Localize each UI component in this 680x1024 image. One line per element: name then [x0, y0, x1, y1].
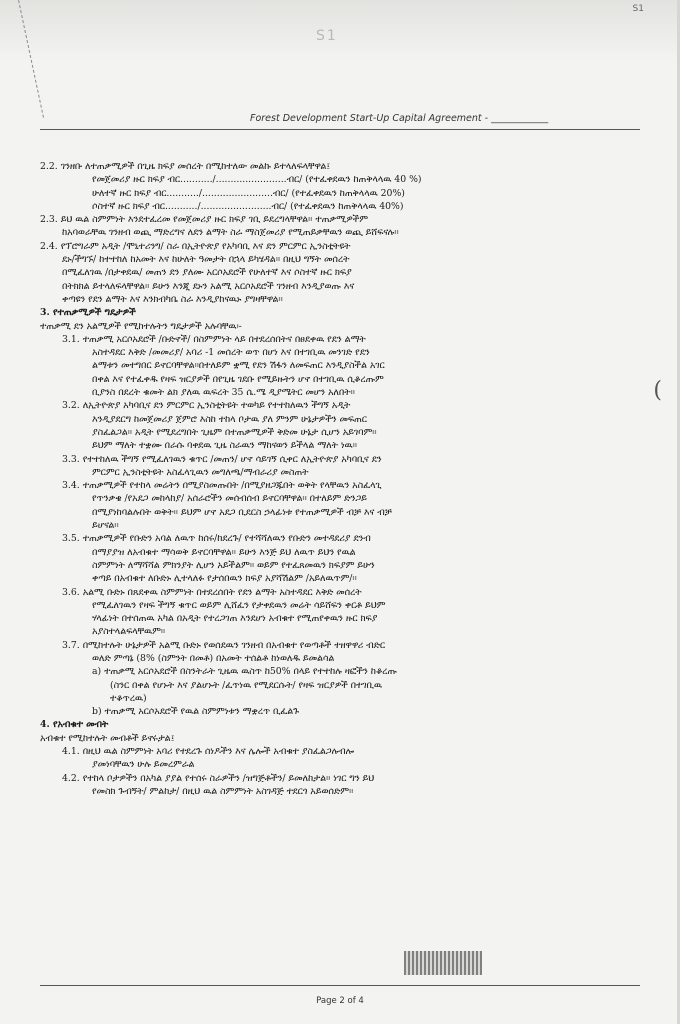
text-line: a) ተጠቃሚ አርሶአደሮች በስንትራት ጊዜዉ ዉስጥ ከ50% በላይ የተተከሉ ዛፎችን ከቆረጡ [92, 666, 397, 678]
text-line: የመስክ ጉብኝት/ ምልከታ/ በዚህ ዉል ስምምነት አስገዳጅ ተደርጎ አይወሰድም። [92, 785, 354, 797]
text-line: ቀጣይ በአብቁተ ለቡድኑ ሊተላለፉ የታሰበዉን ክፍያ አያሻሽልም /አይለዉጥም/። [92, 573, 357, 585]
text-line: ተጠቃሚ ደን አልሚዎች የሚከተሉትን ግዴታዎች አሉባቸዉ፡- [40, 320, 242, 332]
corner-mark: S1 [632, 4, 644, 14]
text-line: ሃላፊነት በተሰጠዉ አካል በአዲት የተረጋገጠ እንደሆነ አብቁተ የሚጠየቀዉን ዙር ክፍያ [92, 613, 378, 625]
text-line: 4.2. የተከላ ቦታዎችን በአካል ያያል የተሰሩ ስራዎችን /ዝግጅቶችን/ ይመለከታል። ነገር ግን ይህ [62, 772, 375, 784]
page-number: Page 2 of 4 [316, 996, 364, 1006]
text-line: 3.4. ተጠቃሚዎች የተከላ መሬትን በሚያስመጡበት /በሚያዘጋጁበት ወቅት የላቸዉን አስፈላጊ [62, 480, 382, 492]
footer-rule [40, 985, 640, 986]
text-line: 3.7. በሚከተሉት ሁኔታዎች አልሚ ቡድኑ የወሰደዉን ገንዘብ በአብቁተ የወጣቶች ተዘዋዋሪ ብድር [62, 639, 386, 651]
text-line: ይህም ማለት ተቋሙ በራሱ ባቀደዉ ጊዜ ስራዉን ማከናወን ይችላል ማለት ነዉ። [92, 440, 357, 452]
text-line: ደኑ/ችግኙ/ ከተተከለ ከአመት እና ከሁለት ዓመታት በኋላ ይካሄዳል። በዚህ ግኝት መሰረት [62, 254, 350, 266]
agreement-body [40, 160, 640, 920]
text-line: ሶስተኛ ዙር ክፍያ ብር.........../........................ብር/ (የተፈቀደዉን ከጠቅላላዉ 40%) [92, 200, 404, 212]
text-line: በሚያነከባልሉበት ወቅት። ይህም ሆኖ አደጋ ቢደርስ ኃላፊነቱ የተጠቃሚዎች ብቻ እና ብቻ [92, 506, 392, 518]
text-line: 2.4. የፕሮግራም አዲት /ሞኒተሪንግ/ ስራ በኢትዮጵያ የአካባቢ እና ደን ምርምር ኢንስቲትዩት [40, 240, 351, 252]
text-line: 4.1. በዚህ ዉል ስምምነት አባሪ የተደረጉ ሰነዶችን እና ሌሎች አብቁተ ያስፈልጋሉብሎ [62, 746, 354, 758]
stamp-mark [404, 951, 482, 975]
text-line: 3.3. የተተከለዉ ችግኝ የሚፈለገዉን ቁጥር /መጠን/ ሆኖ ሳይገኝ ሲቀር ለኢትዮጵያ አካባቢና ደን [62, 453, 382, 465]
margin-mark: ( [653, 378, 662, 403]
text-line: 2.3. ይህ ዉል ስምምነት እንደተፈረመ የመጀመሪያ ዙር ክፍያ ገቢ ይደረግላቸዋል። ተጠቃሚዎችም [40, 214, 368, 226]
text-line: ይሆናል። [92, 520, 119, 532]
text-line: ልማቱን መተግበር ይኖርባቸዋል።በተለይም ቋሚ የደን ሽፋን ለመፍጠር እንዲያስችል አገር [92, 360, 385, 372]
text-line: ስምምነት ለማሻሻል ምክንያት ሊሆን አይችልም። ወይም የተፈጸመዉን ክፍያም ይሁን [92, 559, 375, 571]
text-line: የሚፈለገዉን የዛፍ ችግኝ ቁጥር ወይም ሊሸፈን የታቀደዉን መሬት ሳይሸፍን ቀርቶ ይህም [92, 599, 386, 611]
text-line: ቀጣዩን የደን ልማት እና እንክብካቤ ስራ እንዲያከናዉኑ ያግዛቸዋል። [62, 293, 283, 305]
text-line: ተቆጥረዉ) [110, 692, 147, 704]
text-line: ቢያንስ በደረት ቁመት ልክ ያለዉ ዉፍረት 35 ሴ.ሜ ዲያሜትር መሆን አለበት። [92, 387, 355, 399]
text-line: ያስፈልጋል። አዲት የሚደረግበት ጊዜም በተጠቃሚዎች ቅድመ ሁኔታ ሲሆን አይገባም። [92, 426, 377, 438]
header-rule [40, 129, 640, 130]
text-line: የመጀመሪያ ዙር ክፍያ ብር.........../........................ብር/ (የተፈቀደዉን ከጠቅላላዉ 40 %) [92, 174, 422, 186]
text-line: ሁለተኛ ዙር ክፍያ ብር.........../........................ብር/ (የተፈቀደዉን ከጠቅላላዉ 20%) [92, 187, 405, 199]
text-line: b) ተጠቃሚ አርሶአደሮች የዉል ስምምነቱን ማቋረጥ ቢፈልጉ [92, 706, 299, 718]
text-line: ያመነባቸዉን ሁሉ ይመረምራል [92, 759, 195, 771]
text-line: እንዲያደርግ ከመጀመሪያ ጀምሮ እስከ ተከላ ቦታዉ ያለ ምንም ሁኔታዎችን መፍጠር [92, 413, 367, 425]
text-line: (ስንር በቀል የሆኑት እና ያልሆኑት /ፈጥነዉ የሚደርሱት/ የዛፍ ዝርያዎች በተገቢዉ [110, 679, 382, 691]
text-line: 2.2. ገንዘቡ ለተጠቃሚዎች በጊዜ ክፍያ መሰረት በሚከተለው መልኩ ይተላለፍላቸዋል፤ [40, 161, 331, 172]
text-line: 3.1. ተጠቃሚ አርሶአደሮች /ቡድኖች/ በስምምነት ላይ በተደረሰበትና በፀደቀዉ የደን ልማት [62, 333, 366, 345]
text-line: ከአባወራቸዉ ገንዘብ ወጪ ማድረግና ለደን ልማት ስራ ማስጀመሪያ የሚጠይቃቸዉን ወጪ ይሸፍናሉ። [62, 227, 399, 239]
text-line: ምርምር ኢንስቲትዩት አስፈላጊዉን መግለጫ/ማብራሪያ መስጠት [92, 466, 309, 478]
section-heading: 3. የተጠቃሚዎች ግዴታዎች [40, 307, 136, 319]
scan-shadow [0, 0, 680, 60]
faint-page-number: S1 [316, 28, 338, 44]
text-line: በትክክል ይተላለፍላቸዋል። ይሁን እንጂ ደኑን አልሚ አርሶአደሮች ገንዘብ እንዲያወጡ እና [62, 280, 355, 292]
text-line: አስተዳደር እቅድ /መመሪያ/ አባሪ -1 መሰረት ወጥ በሆነ እና በተገቢዉ መንገድ የደን [92, 347, 370, 359]
text-line: በማያያዝ ለአብቁተ ማሳወቅ ይኖርባቸዋል። ይሁን እንጅ ይህ ለዉጥ ይህን የዉል [92, 546, 356, 558]
text-line: የጥንቃቄ /የአደጋ መከላከያ/ አሰራሮችን መሰብሰብ ይኖርባቸዋል። በተለይም ድንጋይ [92, 493, 367, 505]
text-line: 3.2. ለኢትዮጵያ አካባቢና ደን ምርምር ኢንስቲትዩት ተወካይ የተተከለዉን ችግኝ አዲት [62, 400, 351, 412]
running-header: Forest Development Start-Up Capital Agreement - ____________ [250, 113, 549, 124]
text-line: በሚፈለገዉ /በታቀደዉ/ መጠን ደን ያለሙ አርሶአደሮች የሁለተኛ እና ሶስተኛ ዙር ክፍያ [62, 267, 352, 279]
text-line: ወለድ ምጣኔ (8% (ስምንት በመቶ) በአመት ተሰልቶ ከነወለዱ ይመልሳል [92, 652, 335, 664]
section-heading: 4. የአብቁተ መብት [40, 719, 109, 731]
text-line: 3.6. አልሚ ቡድኑ በጸደቀዉ ስምምነት በተደረሰበት የደን ልማት አስተዳደር እቅድ መሰረት [62, 586, 362, 598]
text-line: አብቁተ የሚከተሉት መብቶች ይኖሩታል፤ [40, 732, 175, 744]
text-line: 3.5. ተጠቃሚዎች የቡድን አባል ለዉጥ ከሰሩ/ከደረጉ/ የተሻሻለዉን የቡድን መተዳደሪያ ደንብ [62, 533, 371, 545]
text-line: አያስተላልፍላቸዉም። [92, 626, 166, 638]
text-line: በቀል እና የተፈቀዱ የዛፍ ዝርያዎች በየጊዜ ገደቡ የሚይዙትን ሆኖ በተገቢዉ ሲቆረጡም [92, 373, 384, 385]
